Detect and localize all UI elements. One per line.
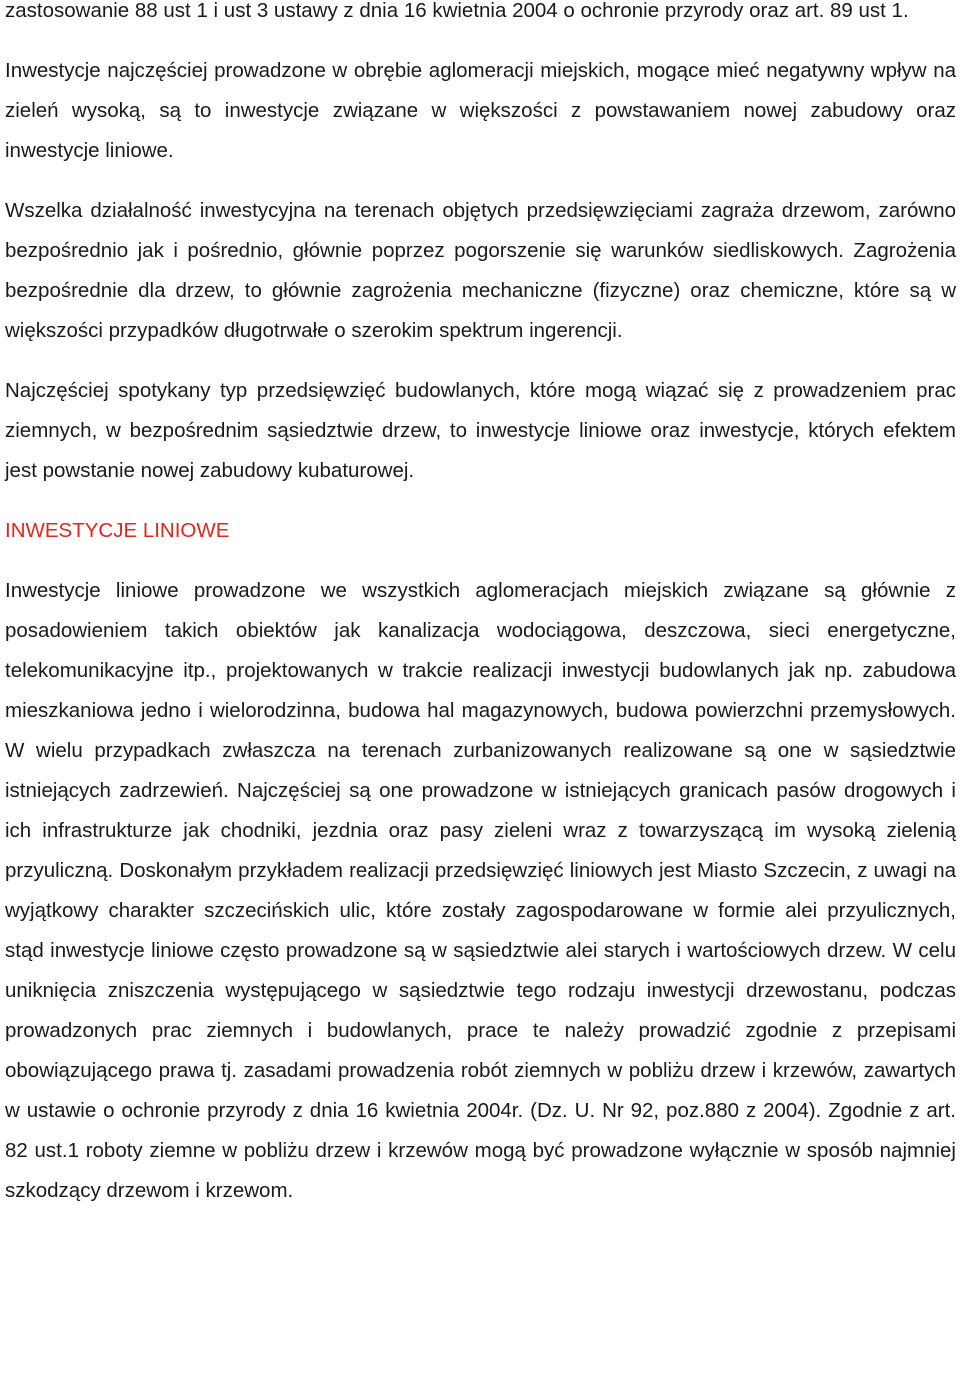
- paragraph-construction-types: Najczęściej spotykany typ przedsięwzięć budowlanych, które mogą wiązać się z prowadzeniem prac ziemnych, w bezpośrednim sąsiedztwie drzew, to inwestycje liniowe oraz inwestycje, których efektem jest powstanie nowej zabudowy kubaturowej.: [5, 379, 956, 482]
- section-heading-linear-investments: INWESTYCJE LINIOWE: [5, 519, 230, 542]
- paragraph-investments-intro: Inwestycje najczęściej prowadzone w obrębie aglomeracji miejskich, mogące mieć negatywny wpływ na zieleń wysoką, są to inwestycje związane w większości z powstawaniem nowej zabudowy oraz inwestycje liniowe.: [5, 59, 956, 162]
- paragraph-law-reference: zastosowanie 88 ust 1 i ust 3 ustawy z dnia 16 kwietnia 2004 o ochronie przyrody oraz art. 89 ust 1.: [5, 0, 909, 22]
- paragraph-investment-threats: Wszelka działalność inwestycyjna na terenach objętych przedsięwzięciami zagraża drzewom, zarówno bezpośrednio jak i pośrednio, głównie poprzez pogorszenie się warunków siedliskowych. Zagrożenia bezpośrednie dla drzew, to głównie zagrożenia mechaniczne (fizyczne) oraz chemiczne, które są w większości przypadków długotrwałe o szerokim spektrum ingerencji.: [5, 199, 956, 342]
- paragraph-linear-investments: Inwestycje liniowe prowadzone we wszystkich aglomeracjach miejskich związane są głównie z posadowieniem takich obiektów jak kanalizacja wodociągowa, deszczowa, sieci energetyczne, telekomunikacyjne itp., projektowanych w trakcie realizacji inwestycji budowlanych jak np. zabudowa mieszkaniowa jedno i wielorodzinna, budowa hal magazynowych, budowa powierzchni przemysłowych. W wielu przypadkach zwłaszcza na terenach zurbanizowanych realizowane są one w sąsiedztwie istniejących zadrzewień. Najczęściej są one prowadzone w istniejących granicach pasów drogowych i ich infrastrukturze jak chodniki, jezdnia oraz pasy zieleni wraz z towarzyszącą im wysoką zielenią przyuliczną. Doskonałym przykładem realizacji przedsięwzięć liniowych jest Miasto Szczecin, z uwagi na wyjątkowy charakter szczecińskich ulic, które zostały zagospodarowane w formie alei przyulicznych, stąd inwestycje liniowe często prowadzone są w sąsiedztwie alei starych i wartościowych drzew. W celu uniknięcia zniszczenia występującego w sąsiedztwie tego rodzaju inwestycji drzewostanu, podczas prowadzonych prac ziemnych i budowlanych, prace te należy prowadzić zgodnie z przepisami obowiązującego prawa tj. zasadami prowadzenia robót ziemnych w pobliżu drzew i krzewów, zawartych w ustawie o ochronie przyrody z dnia 16 kwietnia 2004r. (Dz. U. Nr 92, poz.880 z 2004). Zgodnie z art. 82 ust.1 roboty ziemne w pobliżu drzew i krzewów mogą być prowadzone wyłącznie w sposób najmniej szkodzący drzewom i krzewom.: [5, 579, 956, 1202]
